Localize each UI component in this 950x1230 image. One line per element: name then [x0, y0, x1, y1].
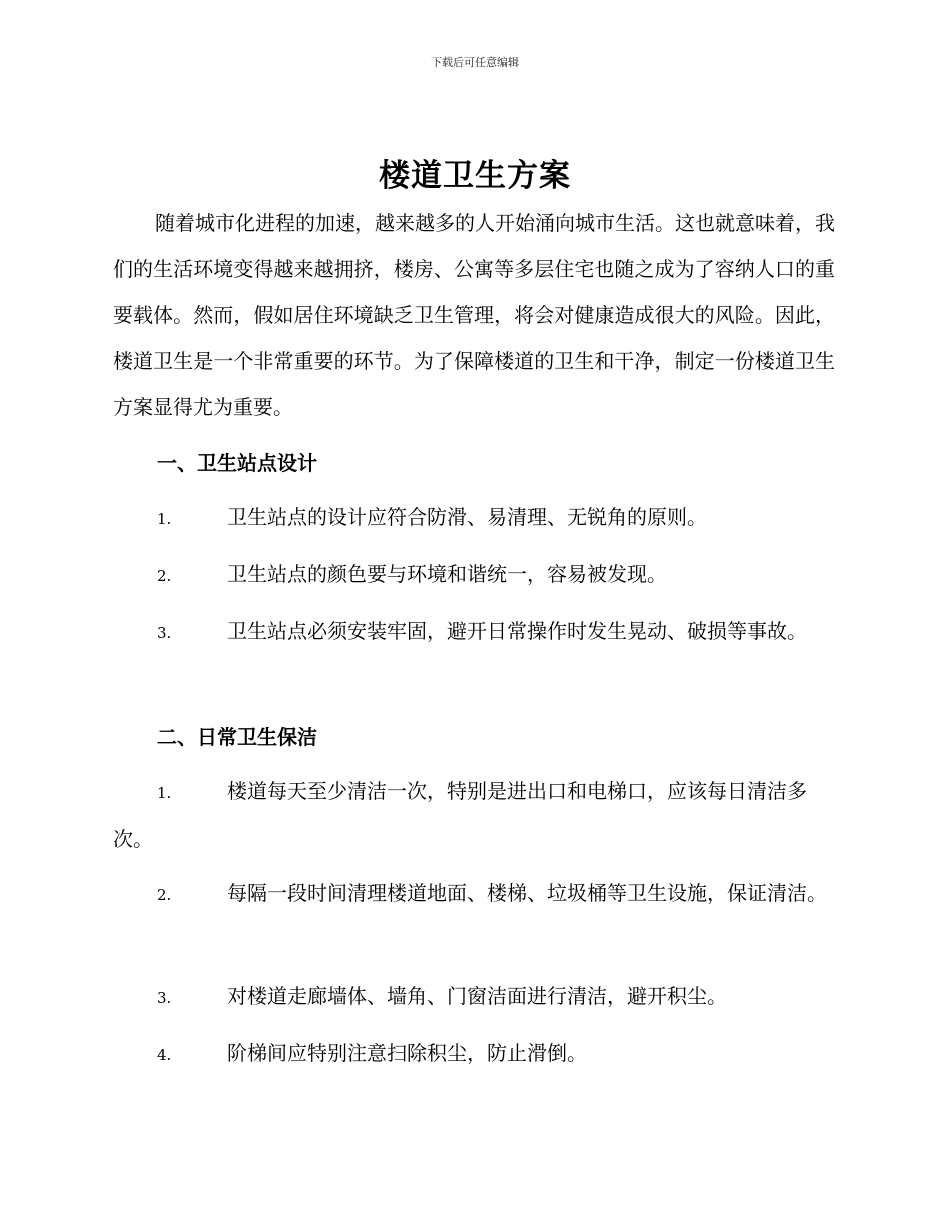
list-item-number: 4. [157, 1046, 172, 1064]
list-item [113, 608, 835, 656]
list-item-text: 阶梯间应特别注意扫除积尘，防止滑倒。 [227, 1041, 587, 1065]
list-item [113, 1030, 835, 1078]
section-heading-1: 一、卫生站点设计 [157, 451, 317, 475]
list-item-text: 卫生站点必须安装牢固，避开日常操作时发生晃动、破损等事故。 [227, 619, 807, 643]
list-item [113, 768, 835, 862]
list-item [113, 494, 835, 542]
list-item-number: 1. [157, 510, 172, 528]
list-item [113, 551, 835, 599]
document-title: 楼道卫生方案 [379, 158, 571, 194]
list-item-text: 每隔一段时间清理楼道地面、楼梯、垃圾桶等卫生设施，保证清洁。 [227, 881, 827, 905]
list-item-number: 3. [157, 989, 172, 1007]
list-item-text: 卫生站点的设计应符合防滑、易清理、无锐角的原则。 [227, 505, 707, 529]
list-item-text: 卫生站点的颜色要与环境和谐统一，容易被发现。 [227, 562, 667, 586]
list-item-number: 3. [157, 624, 172, 642]
list-item-number: 1. [157, 784, 172, 802]
intro-paragraph: 随着城市化进程的加速，越来越多的人开始涌向城市生活。这也就意味着，我们的生活环境变得越来越拥挤，楼房、公寓等多层住宅也随之成为了容纳人口的重要载体。然而，假如居住环境缺乏卫生管理，将会对健康造成很大的风险。因此，楼道卫生是一个非常重要的环节。为了保障楼道的卫生和干净，制定一份楼道卫生方案显得尤为重要。 [113, 211, 835, 419]
list-item-number: 2. [157, 567, 172, 585]
list-item [113, 870, 835, 918]
header-note: 下载后可任意编辑 [431, 56, 519, 69]
list-item-text: 楼道每天至少清洁一次，特别是进出口和电梯口，应该每日清洁多次。 [113, 779, 807, 851]
list-item-number: 2. [157, 886, 172, 904]
list-item [113, 973, 835, 1021]
section-heading-2: 二、日常卫生保洁 [157, 725, 317, 749]
list-item-text: 对楼道走廊墙体、墙角、门窗洁面进行清洁，避开积尘。 [227, 984, 727, 1008]
